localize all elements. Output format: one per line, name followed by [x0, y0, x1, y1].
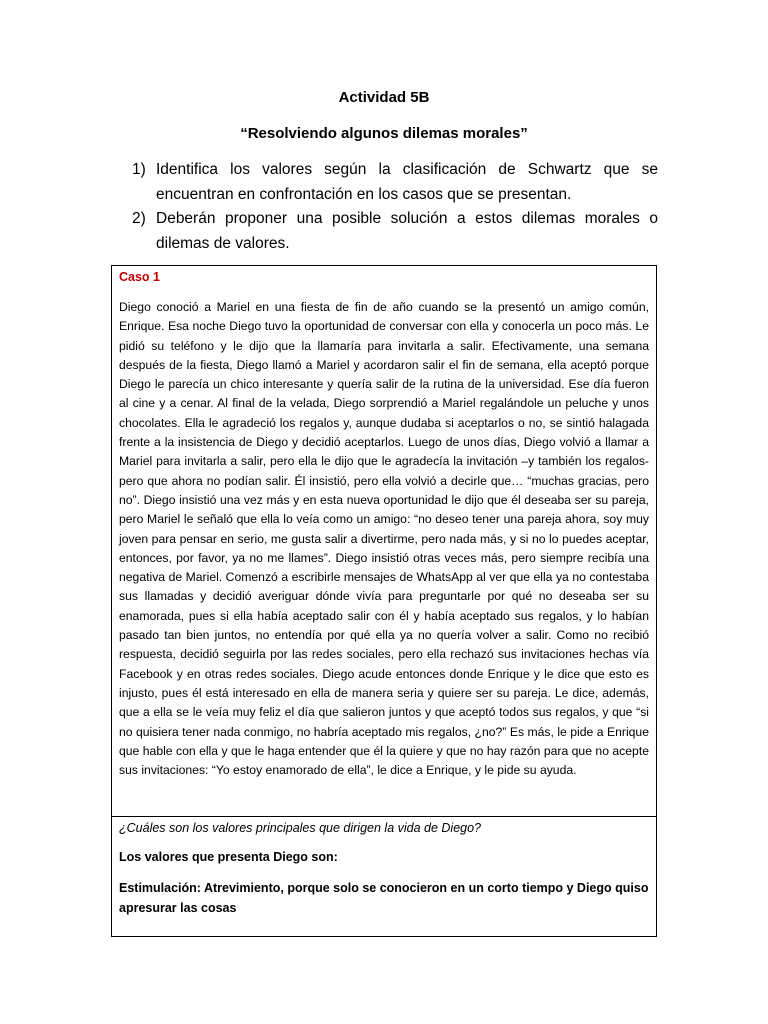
instruction-number: 2): [132, 210, 146, 227]
instructions-list: [132, 158, 658, 256]
document-subtitle: “Resolviendo algunos dilemas morales”: [240, 125, 528, 142]
instruction-item: [132, 158, 658, 207]
instruction-item: [132, 207, 658, 256]
case-text: Diego conoció a Mariel en una fiesta de fin de año cuando se la presentó un amigo común, Enrique. Esa noche Diego tuvo la oportunidad de conversar con ella y conocerla un poco más. Le pidió su teléfono y le dijo que la llamaría para invitarla a salir. Efectivamente, una semana después de la fiesta, Diego llamó a Mariel y acordaron salir el fin de semana, ella aceptó porque Diego le parecía un chico interesante y quería salir de la rutina de la universidad. Ese día fueron al cine y a cenar. Al final de la velada, Diego sorprendió a Mariel regalándole un peluche y unos chocolates. Ella le agradeció los regalos y, aunque dudaba si aceptarlos o no, se sintió halagada frente a la insistencia de Diego y decidió aceptarlos. Luego de unos días, Diego volvió a llamar a Mariel para invitarla a salir, pero ella le dijo que le agradecía la invitación –y también los regalos-pero que ahora no podían salir. Él insistió, pero ella volvió a decirle que… “muchas gracias, pero no”. Diego insistió una vez más y en esta nueva oportunidad le dijo que él deseaba ser su pareja, pero Mariel le señaló que ella lo veía como un amigo: “no deseo tener una pareja ahora, soy muy joven para pensar en serio, me gusta salir a divertirme, pero nada más, y si no lo puedes aceptar, entonces, por favor, ya no me llames”. Diego insistió otras veces más, pero siempre recibía una negativa de Mariel. Comenzó a escribirle mensajes de WhatsApp al ver que ella ya no contestaba sus llamadas y decidió averiguar dónde vivía para preguntarle por qué no deseaba ser su enamorada, pues si ella había aceptado salir con él y había aceptado sus regalos, y lo habían pasado tan bien juntos, no entendía por qué ella ya no quería volver a salir. Como no recibió respuesta, decidió seguirla por las redes sociales, pero ella rechazó sus invitaciones hechas vía Facebook y en otras redes sociales. Diego acude entonces donde Enrique y le dice que esto es injusto, pues él está interesado en ella de manera seria y quiere ser su pareja. Le dice, además, que a ella se le veía muy feliz el día que salieron juntos y que aceptó todos sus regalos, y que “si no quisiera tener nada conmigo, no habría aceptado mis regalos, ¿no?” Es más, le pide a Enrique que hable con ella y que le haga entender que él la quiere y que no hay razón para que no acepte sus invitaciones: “Yo estoy enamorado de ella”, le dice a Enrique, y le pide su ayuda.: [119, 300, 649, 778]
document-title: Actividad 5B: [338, 89, 430, 106]
case-title: Caso 1: [119, 270, 160, 284]
instruction-text: Identifica los valores según la clasificación de Schwartz que se encuentran en confrontación en los casos que se presentan.: [156, 161, 658, 203]
instruction-text: Deberán proponer una posible solución a estos dilemas morales o dilemas de valores.: [156, 210, 658, 252]
answer-cell: [112, 817, 656, 936]
instruction-number: 1): [132, 161, 146, 178]
case-table: [111, 265, 657, 937]
answer-intro: Los valores que presenta Diego son:: [119, 850, 338, 864]
answer-question: ¿Cuáles son los valores principales que dirigen la vida de Diego?: [119, 821, 482, 835]
case-cell: [112, 266, 656, 817]
answer-value-item: Estimulación: Atrevimiento, porque solo se conocieron en un corto tiempo y Diego quiso apresurar las cosas: [119, 881, 649, 915]
